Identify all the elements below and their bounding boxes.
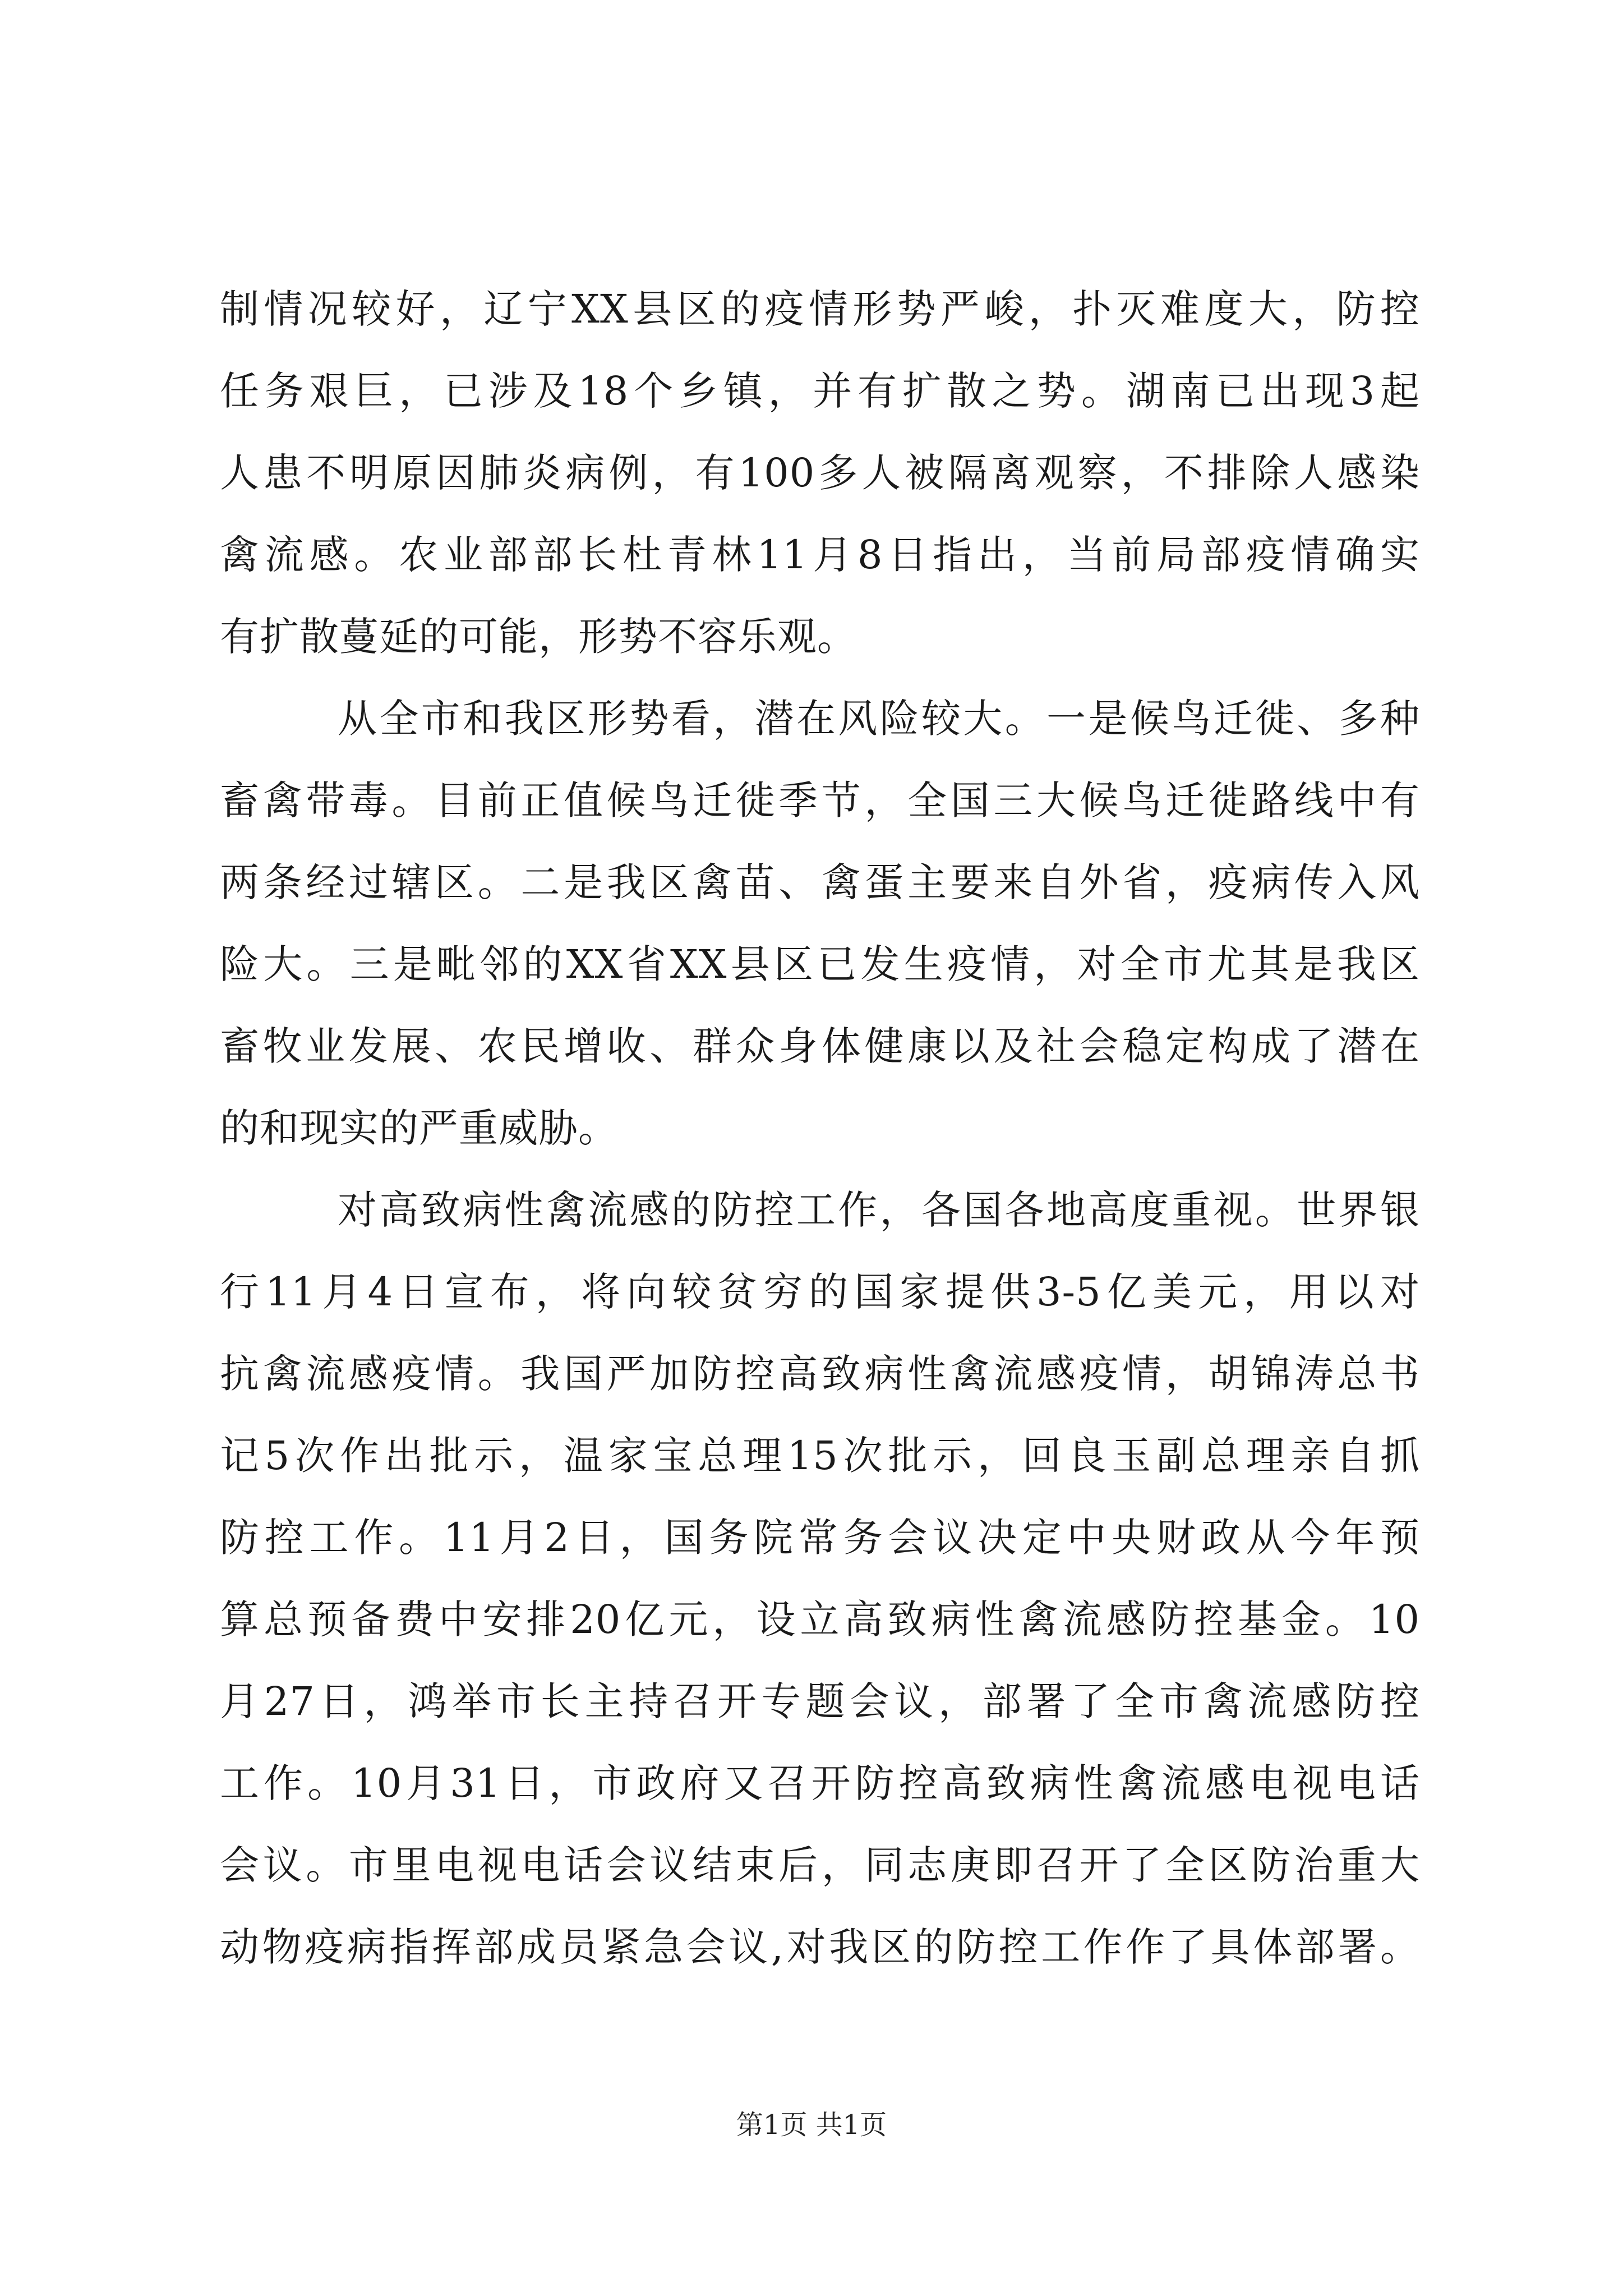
text-line: 人患不明原因肺炎病例，有100多人被隔离观察，不排除人感染 [220, 450, 1420, 496]
page-footer: 第1页 共1页 [736, 2109, 887, 2141]
text-line: 禽流感。农业部部长杜青林11月8日指出，当前局部疫情确实 [220, 532, 1420, 578]
text-line: 行11月4日宣布，将向较贫穷的国家提供3-5亿美元，用以对 [220, 1269, 1420, 1315]
text-line: 有扩散蔓延的可能，形势不容乐观。 [220, 614, 857, 660]
text-line: 两条经过辖区。二是我区禽苗、禽蛋主要来自外省，疫病传入风 [220, 859, 1420, 905]
text-line: 记5次作出批示，温家宝总理15次批示，回良玉副总理亲自抓 [220, 1433, 1420, 1479]
text-line: 任务艰巨，已涉及18个乡镇，并有扩散之势。湖南已出现3起 [220, 368, 1420, 414]
text-line: 算总预备费中安排20亿元，设立高致病性禽流感防控基金。10 [220, 1596, 1420, 1642]
text-line: 工作。10月31日，市政府又召开防控高致病性禽流感电视电话 [220, 1760, 1420, 1806]
paragraph-first-line: 从全市和我区形势看，潜在风险较大。一是候鸟迁徙、多种 [338, 696, 1420, 742]
text-line: 制情况较好，辽宁XX县区的疫情形势严峻，扑灭难度大，防控 [220, 286, 1420, 332]
paragraph-first-line: 对高致病性禽流感的防控工作，各国各地高度重视。世界银 [338, 1187, 1420, 1233]
text-line: 畜禽带毒。目前正值候鸟迁徙季节，全国三大候鸟迁徙路线中有 [220, 777, 1420, 823]
text-line: 动物疫病指挥部成员紧急会议,对我区的防控工作作了具体部署。 [220, 1924, 1420, 1970]
text-line: 的和现实的严重威胁。 [220, 1105, 618, 1151]
text-line: 险大。三是毗邻的XX省XX县区已发生疫情，对全市尤其是我区 [220, 941, 1420, 987]
text-line: 抗禽流感疫情。我国严加防控高致病性禽流感疫情，胡锦涛总书 [220, 1351, 1420, 1397]
text-line: 防控工作。11月2日，国务院常务会议决定中央财政从今年预 [220, 1515, 1420, 1561]
text-line: 会议。市里电视电话会议结束后，同志庚即召开了全区防治重大 [220, 1842, 1420, 1888]
text-line: 月27日，鸿举市长主持召开专题会议，部署了全市禽流感防控 [220, 1678, 1420, 1724]
document-body [220, 268, 1420, 1988]
text-line: 畜牧业发展、农民增收、群众身体健康以及社会稳定构成了潜在 [220, 1023, 1420, 1069]
